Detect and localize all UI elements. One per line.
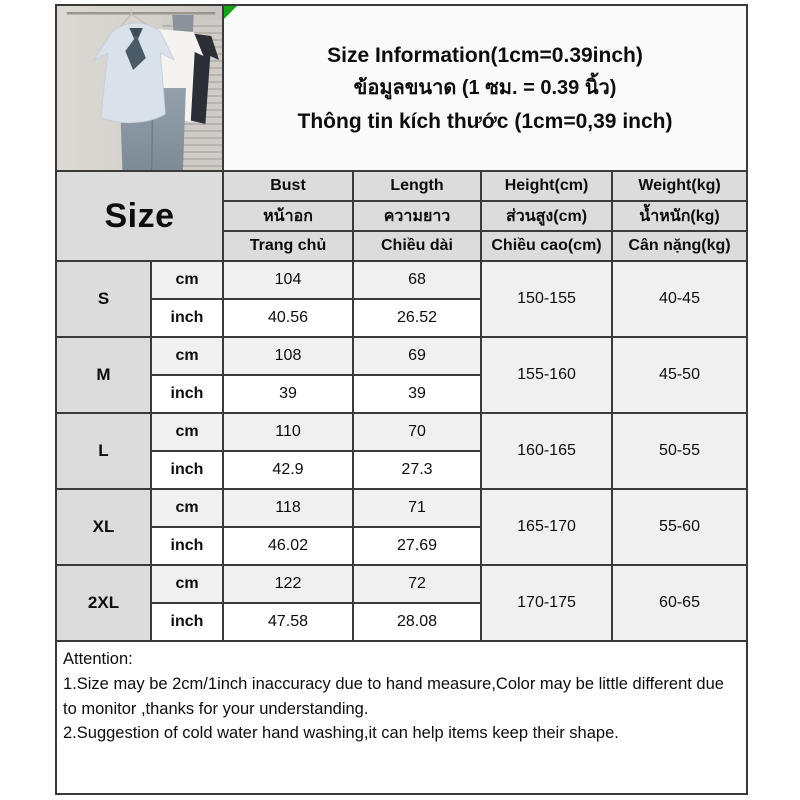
length-cm-value: 69 [353,337,481,375]
title-english: Size Information(1cm=0.39inch) [327,43,643,67]
length-cm-value: 70 [353,413,481,451]
length-cm-value: 68 [353,261,481,299]
title-vietnamese: Thông tin kích thước (1cm=0,39 inch) [297,109,673,133]
height-range: 150-155 [481,261,612,337]
table-row-m-cm [56,337,747,375]
length-inch-value: 28.08 [353,603,481,641]
col-header-weight-th: น้ำหนัก(kg) [612,201,747,231]
bust-inch-value: 42.9 [223,451,353,489]
length-inch-value: 27.69 [353,527,481,565]
length-cm-value: 72 [353,565,481,603]
table-row-xl-cm [56,489,747,527]
length-cm-value: 71 [353,489,481,527]
size-label-s: S [56,261,151,337]
product-photo-illustration [57,6,222,170]
table-row-s-cm [56,261,747,299]
weight-range: 55-60 [612,489,747,565]
size-header-label: Size [56,171,223,261]
col-header-bust-th: หน้าอก [223,201,353,231]
size-label-xl: XL [56,489,151,565]
col-header-bust-en: Bust [223,171,353,201]
title-block [223,5,747,171]
height-range: 165-170 [481,489,612,565]
attention-note-1: 1.Size may be 2cm/1inch inaccuracy due to hand measure,Color may be little different due to monitor ,thanks for your understanding. [63,674,724,718]
weight-range: 50-55 [612,413,747,489]
unit-label-cm: cm [151,261,223,299]
unit-label-inch: inch [151,527,223,565]
bust-inch-value: 39 [223,375,353,413]
bust-cm-value: 104 [223,261,353,299]
attention-block [56,641,747,794]
bust-inch-value: 40.56 [223,299,353,337]
unit-label-inch: inch [151,299,223,337]
bust-inch-value: 47.58 [223,603,353,641]
col-header-weight-en: Weight(kg) [612,171,747,201]
length-inch-value: 39 [353,375,481,413]
table-row-2xl-cm [56,565,747,603]
size-label-2xl: 2XL [56,565,151,641]
attention-heading: Attention: [63,650,133,668]
bust-cm-value: 122 [223,565,353,603]
col-header-bust-vi: Trang chủ [223,231,353,261]
length-inch-value: 27.3 [353,451,481,489]
unit-label-cm: cm [151,413,223,451]
weight-range: 40-45 [612,261,747,337]
col-header-length-en: Length [353,171,481,201]
unit-label-inch: inch [151,603,223,641]
product-photo [56,5,223,171]
unit-label-inch: inch [151,451,223,489]
col-header-height-vi: Chiều cao(cm) [481,231,612,261]
clothes-rod [67,12,215,15]
title-thai: ข้อมูลขนาด (1 ซม. = 0.39 นิ้ว) [353,76,617,99]
bust-cm-value: 118 [223,489,353,527]
unit-label-cm: cm [151,565,223,603]
col-header-length-vi: Chiều dài [353,231,481,261]
height-range: 170-175 [481,565,612,641]
bust-cm-value: 108 [223,337,353,375]
size-table [55,4,748,795]
header-row-english [56,171,747,201]
col-header-height-en: Height(cm) [481,171,612,201]
col-header-length-th: ความยาว [353,201,481,231]
unit-label-inch: inch [151,375,223,413]
bust-cm-value: 110 [223,413,353,451]
table-row-l-cm [56,413,747,451]
bust-inch-value: 46.02 [223,527,353,565]
height-range: 160-165 [481,413,612,489]
col-header-weight-vi: Cân nặng(kg) [612,231,747,261]
weight-range: 60-65 [612,565,747,641]
col-header-height-th: ส่วนสูง(cm) [481,201,612,231]
unit-label-cm: cm [151,337,223,375]
size-chart-sheet [55,4,746,795]
size-label-l: L [56,413,151,489]
attention-note-2: 2.Suggestion of cold water hand washing,it can help items keep their shape. [63,724,619,743]
size-label-m: M [56,337,151,413]
attention-row [56,641,747,794]
photo-title-row [56,5,747,171]
green-corner-marker-icon [224,6,237,19]
unit-label-cm: cm [151,489,223,527]
height-range: 155-160 [481,337,612,413]
weight-range: 45-50 [612,337,747,413]
length-inch-value: 26.52 [353,299,481,337]
